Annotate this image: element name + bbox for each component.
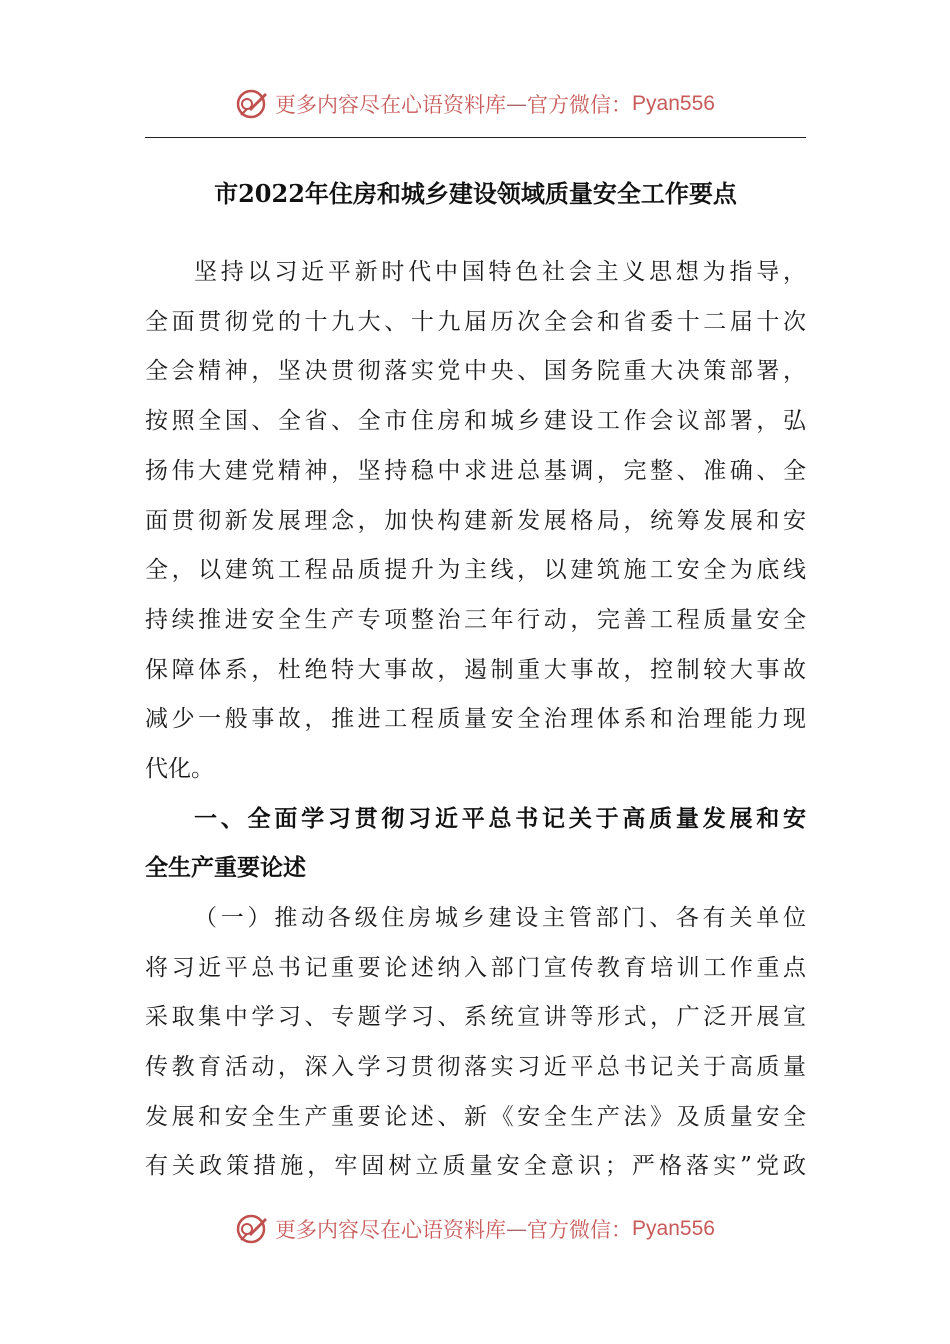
paragraph-line: 按照全国、全省、全市住房和城乡建设工作会议部署，弘	[145, 408, 806, 434]
paragraph-line: 全，以建筑工程品质提升为主线，以建筑施工安全为底线	[145, 557, 806, 583]
section-heading-line: 一、全面学习贯彻习近平总书记关于高质量发展和安	[194, 806, 806, 832]
site-name-text: 更多内容尽在心语资料库	[275, 1218, 507, 1242]
paragraph-line: 传教育活动，深入学习贯彻落实习近平总书记关于高质量	[145, 1054, 806, 1080]
document-title: 市2022年住房和城乡建设领域质量安全工作要点	[214, 179, 737, 208]
paragraph-line: 减少一般事故，推进工程质量安全治理体系和治理能力现	[145, 706, 806, 732]
paragraph-line: 代化。	[145, 756, 214, 782]
wechat-id: Pyan556	[632, 92, 715, 115]
paragraph-line: 全会精神，坚决贯彻落实党中央、国务院重大决策部署，	[145, 358, 806, 384]
wechat-label: 官方微信：	[527, 93, 633, 117]
footer-watermark-banner	[0, 1209, 950, 1249]
paragraph-line: 坚持以习近平新时代中国特色社会主义思想为指导，	[194, 259, 806, 285]
paragraph-line: 保障体系，杜绝特大事故，遏制重大事故，控制较大事故	[145, 657, 806, 683]
paragraph-line: 持续推进安全生产专项整治三年行动，完善工程质量安全	[145, 607, 806, 633]
paragraph-line: （一）推动各级住房城乡建设主管部门、各有关单位	[194, 905, 806, 931]
paragraph-line: 全面贯彻党的十九大、十九届历次全会和省委十二届十次	[145, 309, 806, 335]
paragraph-line: 扬伟大建党精神，坚持稳中求进总基调，完整、准确、全	[145, 458, 806, 484]
dash-separator: —	[506, 1217, 528, 1241]
header-rule	[145, 137, 806, 138]
wechat-label: 官方微信：	[527, 1218, 633, 1242]
paragraph-line: 有关政策措施，牢固树立质量安全意识；严格落实”党政	[145, 1153, 806, 1179]
paragraph-line: 将习近平总书记重要论述纳入部门宣传教育培训工作重点	[145, 955, 806, 981]
site-name-text: 更多内容尽在心语资料库	[275, 93, 507, 117]
paragraph-line: 面贯彻新发展理念，加快构建新发展格局，统筹发展和安	[145, 508, 806, 534]
pen-logo-icon	[235, 87, 269, 121]
section-heading-line: 全生产重要论述	[145, 855, 306, 881]
wechat-id: Pyan556	[632, 1217, 715, 1240]
paragraph-line: 发展和安全生产重要论述、新《安全生产法》及质量安全	[145, 1104, 806, 1130]
header-watermark-banner	[0, 84, 950, 124]
paragraph-line: 采取集中学习、专题学习、系统宣讲等形式，广泛开展宣	[145, 1004, 806, 1030]
dash-separator: —	[506, 92, 528, 116]
pen-logo-icon	[235, 1212, 269, 1246]
